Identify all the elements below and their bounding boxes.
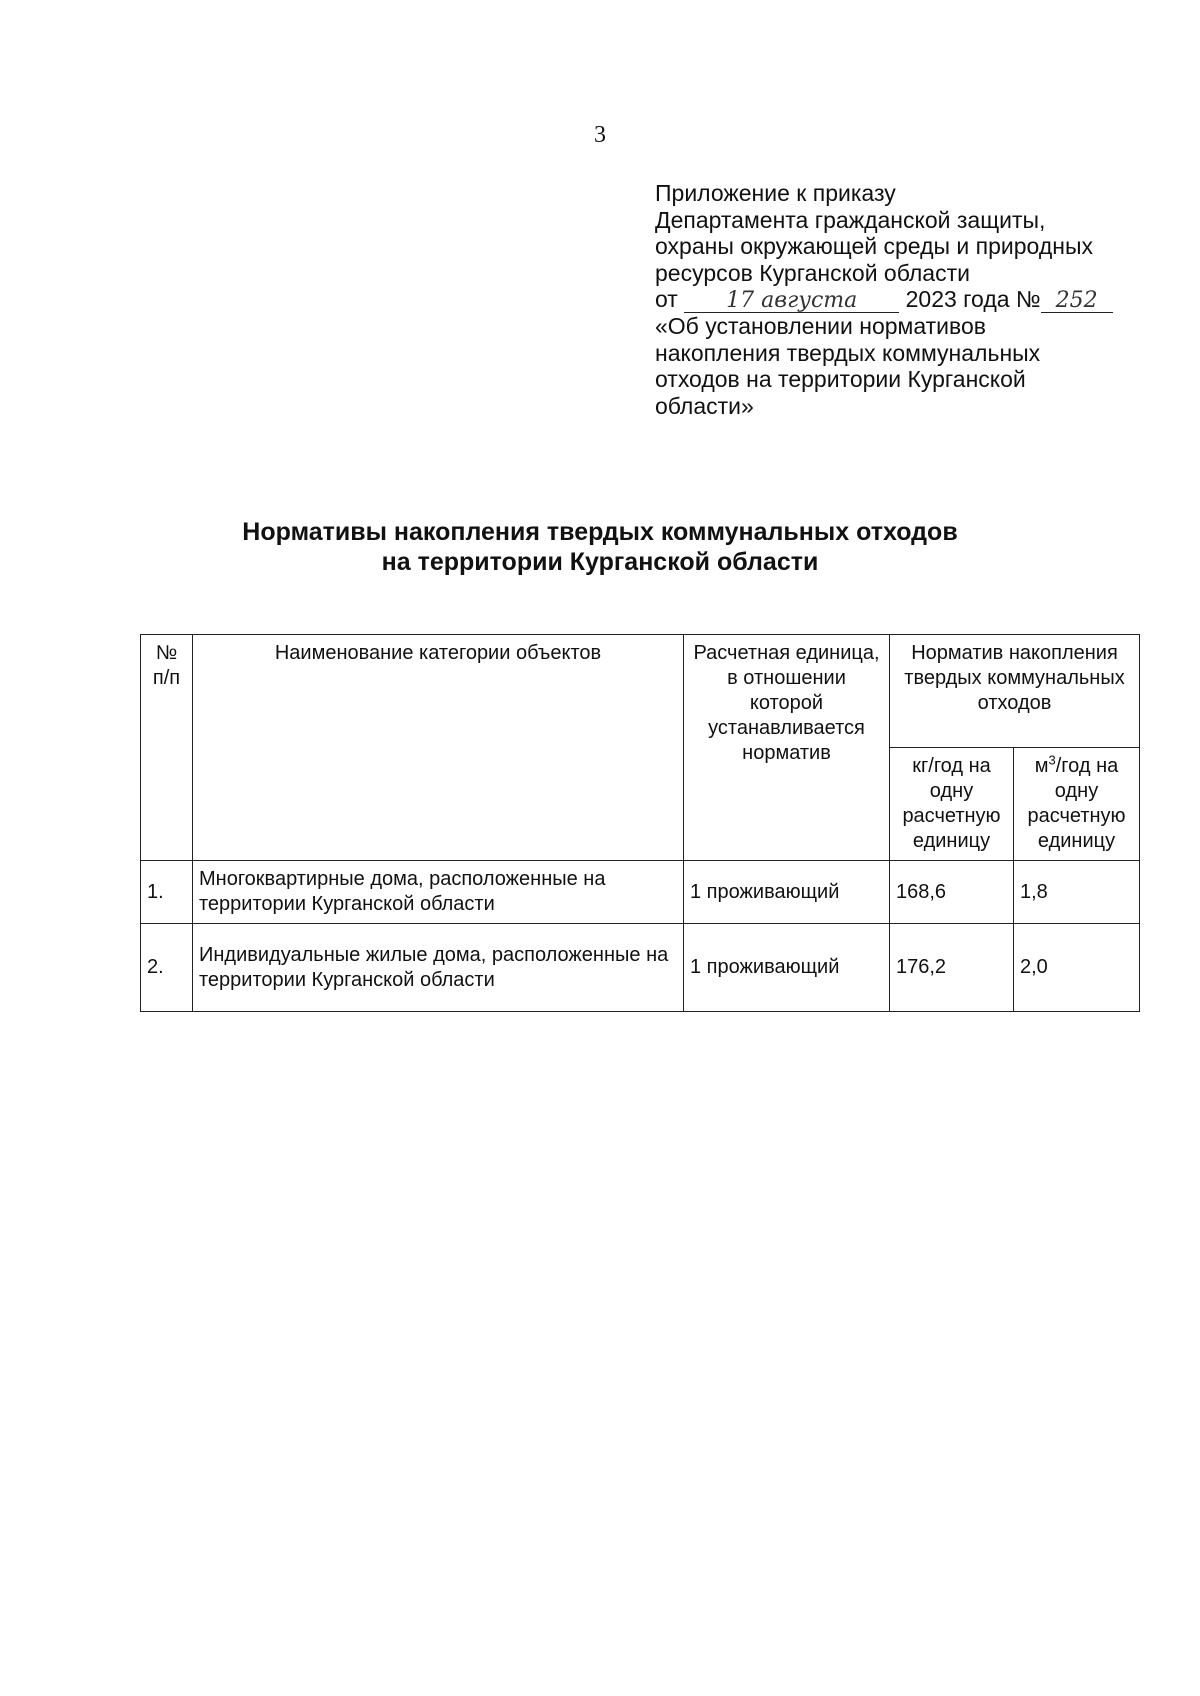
header-kg: кг/год на одну расчетную единицу (890, 748, 1014, 861)
appendix-order-title-1: «Об установлении нормативов (655, 313, 986, 339)
year-label: 2023 года № (905, 286, 1041, 312)
row-unit: 1 проживающий (684, 924, 890, 1012)
header-num: № п/п (141, 635, 193, 861)
row-kg: 168,6 (890, 861, 1014, 924)
document-title (0, 517, 1200, 577)
header-unit: Расчетная единица, в отношении которой устанавливается норматив (684, 635, 890, 861)
appendix-line-1: Приложение к приказу (655, 180, 896, 206)
header-m3-prefix: м (1034, 755, 1049, 777)
appendix-block (655, 180, 1155, 419)
table-header-row (141, 635, 1140, 748)
header-m3-suffix: /год на одну расчетную единицу (1027, 755, 1126, 852)
row-m3: 2,0 (1014, 924, 1140, 1012)
from-label: от (655, 286, 678, 312)
row-m3: 1,8 (1014, 861, 1140, 924)
handwritten-date: 17 августа (684, 290, 899, 313)
document-title-line-2: на территории Курганской области (381, 548, 819, 576)
appendix-line-3: охраны окружающей среды и природных (655, 233, 1093, 259)
norms-table (140, 634, 1140, 1012)
row-kg: 176,2 (890, 924, 1014, 1012)
table-row (141, 861, 1140, 924)
header-norm: Норматив накопления твердых коммунальных отходов (890, 635, 1140, 748)
appendix-line-2: Департамента гражданской защиты, (655, 206, 1046, 233)
appendix-order-title-4: области» (655, 392, 754, 419)
header-m3-sup: 3 (1048, 752, 1056, 768)
document-title-line-1: Нормативы накопления твердых коммунальных отходов (242, 518, 958, 546)
row-num: 2. (141, 924, 193, 1012)
appendix-order-title-2: накопления твердых коммунальных (655, 339, 1041, 366)
row-category: Индивидуальные жилые дома, расположенные на территории Курганской области (193, 924, 684, 1012)
row-num: 1. (141, 861, 193, 924)
appendix-order-title-3: отходов на территории Курганской (655, 366, 1026, 392)
header-m3 (1014, 748, 1140, 861)
table-row (141, 924, 1140, 1012)
page-number: 3 (594, 122, 606, 148)
row-category: Многоквартирные дома, расположенные на территории Курганской области (193, 861, 684, 924)
row-unit: 1 проживающий (684, 861, 890, 924)
appendix-line-4: ресурсов Курганской области (655, 259, 970, 286)
handwritten-number: 252 (1041, 290, 1113, 313)
header-category: Наименование категории объектов (193, 635, 684, 861)
appendix-date-line (655, 286, 1155, 313)
